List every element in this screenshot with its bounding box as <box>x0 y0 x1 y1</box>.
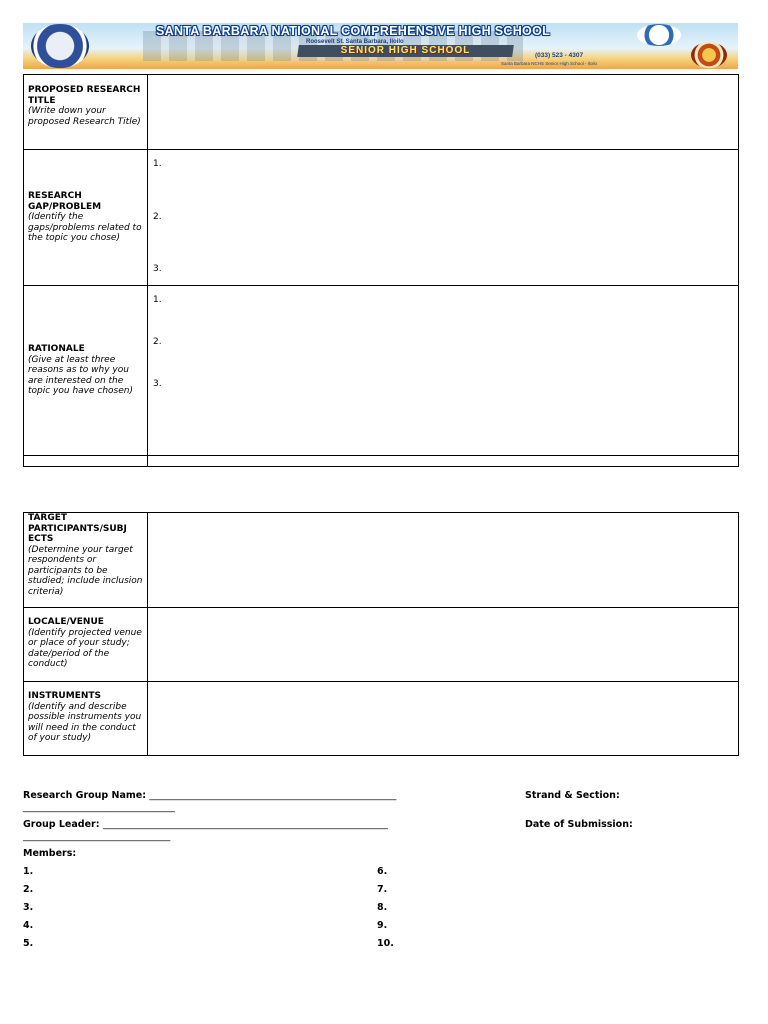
row-description: (Identify the gaps/problems related to the topic you chose) <box>28 212 142 244</box>
list-item-number: 1. <box>153 295 162 305</box>
row-title: LOCALE/VENUE <box>28 617 104 627</box>
member-item: 10. <box>377 938 394 949</box>
empty-input-area[interactable] <box>148 456 739 467</box>
rationale-row <box>24 286 739 456</box>
member-item: 6. <box>377 866 388 877</box>
proposed-title-row <box>24 75 739 150</box>
group-leader-field[interactable] <box>23 819 388 830</box>
row-label <box>24 608 148 682</box>
group-name-field[interactable] <box>23 790 396 801</box>
row-description: (Write down your proposed Research Title) <box>28 106 141 127</box>
list-item-number: 1. <box>153 159 162 169</box>
row-title: INSTRUMENTS <box>28 691 101 701</box>
row-description: (Give at least three reasons as to why you are interested on the topic you have chosen) <box>28 354 133 397</box>
date-submission-label: Date of Submission: <box>525 819 633 830</box>
group-name-label: Research Group Name: <box>23 790 147 801</box>
member-item: 9. <box>377 920 388 931</box>
research-gap-row <box>24 150 739 286</box>
member-item: 8. <box>377 902 388 913</box>
school-name: SANTA BARBARA NATIONAL COMPREHENSIVE HIGH SCHOOL <box>156 24 551 38</box>
target-participants-row <box>24 513 739 608</box>
school-header-banner <box>23 23 738 69</box>
locale-venue-row <box>24 608 739 682</box>
locale-venue-input-area[interactable] <box>148 608 739 682</box>
list-item-number: 2. <box>153 337 162 347</box>
strand-section-label: Strand & Section: <box>525 790 620 801</box>
row-description: (Identify projected venue or place of your study; date/period of the conduct) <box>28 627 142 669</box>
member-item: 3. <box>23 902 34 913</box>
school-phone: (033) 523 - 4307 <box>535 52 584 59</box>
empty-row <box>24 456 739 467</box>
member-item: 2. <box>23 884 34 895</box>
row-title: PROPOSED RESEARCH TITLE <box>28 85 141 106</box>
row-label <box>24 150 148 286</box>
row-description: (Determine your target respondents or participants to be studied; include inclusion criteria) <box>28 544 143 597</box>
group-leader-label: Group Leader: <box>23 819 100 830</box>
program-name: SENIOR HIGH SCHOOL <box>340 45 471 56</box>
proposed-title-input-area[interactable] <box>148 75 739 150</box>
instruments-row <box>24 682 739 756</box>
facebook-page: Santa Barbara NCHS Senior High School - Iloilo <box>501 61 598 66</box>
row-label <box>24 456 148 467</box>
list-item-number: 3. <box>153 264 162 274</box>
division-seal-logo <box>637 24 681 46</box>
program-banner <box>297 45 514 57</box>
row-label <box>24 682 148 756</box>
list-item-number: 2. <box>153 212 162 222</box>
list-item-number: 3. <box>153 379 162 389</box>
school-address: Roosevelt St. Santa Barbara, Iloilo <box>306 39 404 45</box>
row-label <box>24 286 148 456</box>
member-item: 4. <box>23 920 34 931</box>
research-details-table <box>23 512 739 756</box>
target-participants-input-area[interactable] <box>148 513 739 608</box>
instruments-input-area[interactable] <box>148 682 739 756</box>
row-title: TARGET PARTICIPANTS/SUBJ ECTS <box>28 513 127 544</box>
member-item: 7. <box>377 884 388 895</box>
group-leader-line[interactable]: ____________________________________________________________ <box>102 819 388 830</box>
row-description: (Identify and describe possible instruments you will need in the conduct of your study) <box>28 701 142 743</box>
school-seal-logo <box>691 42 727 68</box>
research-gap-input-area[interactable] <box>148 150 739 286</box>
members-label: Members: <box>23 848 77 859</box>
row-label <box>24 75 148 150</box>
research-proposal-table <box>23 74 739 467</box>
row-title: RESEARCH GAP/PROBLEM <box>28 191 102 212</box>
member-item: 1. <box>23 866 34 877</box>
group-name-line-continued[interactable]: ________________________________ <box>23 802 175 813</box>
deped-seal-logo <box>25 24 155 68</box>
row-title: RATIONALE <box>28 344 85 355</box>
group-leader-line-continued[interactable]: _______________________________ <box>23 831 171 842</box>
group-name-line[interactable]: ____________________________________________________ <box>149 790 397 801</box>
rationale-input-area[interactable] <box>148 286 739 456</box>
row-label <box>24 513 148 608</box>
member-item: 5. <box>23 938 34 949</box>
